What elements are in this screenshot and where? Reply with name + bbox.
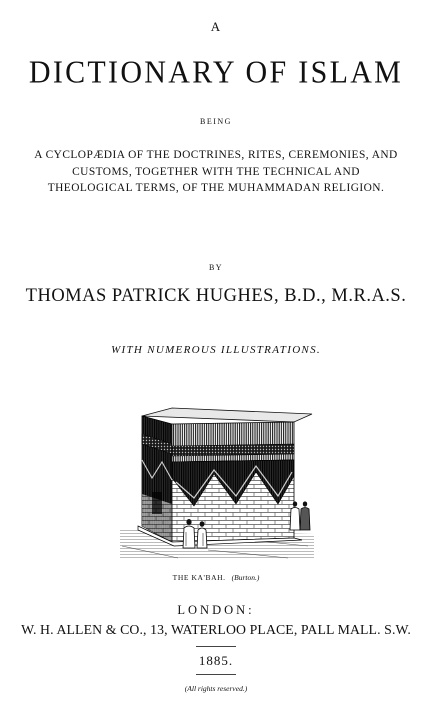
subtitle-line-1: A CYCLOPÆDIA OF THE DOCTRINES, RITES, CEREMONIES, AND bbox=[34, 149, 398, 161]
imprint-city: LONDON: bbox=[177, 603, 255, 617]
kiswah-belt bbox=[172, 444, 294, 456]
subtitle bbox=[6, 147, 426, 197]
author-name: THOMAS PATRICK HUGHES, B.D., M.R.A.S. bbox=[25, 286, 407, 306]
illustrations-note: WITH NUMEROUS ILLUSTRATIONS. bbox=[111, 344, 321, 356]
rights-notice: (All rights reserved.) bbox=[184, 684, 248, 693]
by-connector: BY bbox=[208, 263, 224, 272]
imprint-publisher: W. H. ALLEN & CO., 13, WATERLOO PLACE, PALL MALL. S.W. bbox=[21, 622, 411, 637]
title-article: A bbox=[210, 19, 222, 34]
kaaba-roof bbox=[142, 408, 312, 422]
kiswah-zigzag bbox=[172, 460, 294, 506]
caption-name: THE KA'BAH. bbox=[172, 573, 226, 582]
imprint-year: 1885. bbox=[198, 653, 234, 668]
kaaba-engraving bbox=[118, 400, 314, 568]
book-title: DICTIONARY OF ISLAM bbox=[28, 55, 404, 90]
subtitle-line-3: THEOLOGICAL TERMS, OF THE MUHAMMADAN RELIGION. bbox=[47, 182, 385, 194]
caption-credit: (Burton.) bbox=[231, 573, 260, 582]
subtitle-line-2: CUSTOMS, TOGETHER WITH THE TECHNICAL AND bbox=[72, 165, 360, 178]
rule-above-year bbox=[196, 646, 236, 647]
being-connector: BEING bbox=[200, 117, 232, 126]
rule-below-year bbox=[196, 674, 236, 675]
engraving-caption bbox=[0, 573, 432, 582]
